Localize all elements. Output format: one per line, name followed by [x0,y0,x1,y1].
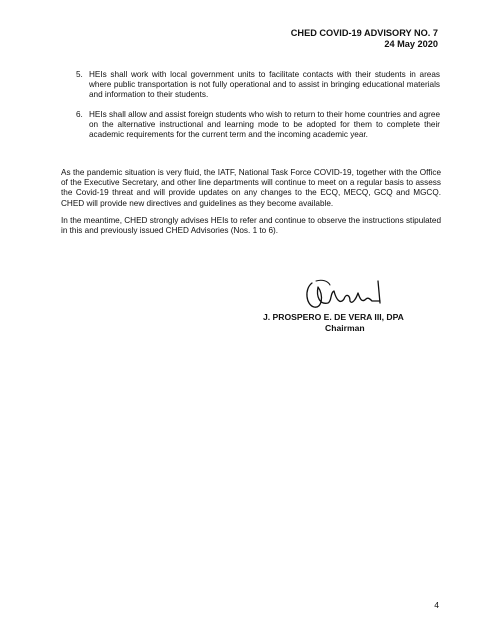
page-number: 4 [434,600,439,610]
signatory-title: Chairman [325,323,365,333]
list-item [76,70,440,101]
body-paragraph: As the pandemic situation is very fluid, the IATF, National Task Force COVID-19, together with the Office of the Executive Secretary, and other line departments will continue to meet on a regular basis to assess the Covid-19 threat and will provide updates on any changes to the ECQ, MECQ, GCQ and MGCQ. CHED will provide new directives and guidelines as they become available. [61,168,441,208]
list-item [76,110,440,141]
advisory-date: 24 May 2020 [384,39,438,49]
handwritten-signature [300,275,390,315]
signature-scribble [300,275,390,315]
advisory-title: CHED COVID-19 ADVISORY NO. 7 [290,28,438,38]
body-paragraph: In the meantime, CHED strongly advises HEIs to refer and continue to observe the instructions stipulated in this and previously issued CHED Advisories (Nos. 1 to 6). [61,216,441,236]
signatory-name: J. PROSPERO E. DE VERA III, DPA [263,312,404,322]
numbered-list [76,70,440,149]
list-item-text: HEIs shall allow and assist foreign students who wish to return to their home countries and agree on the alternative instructional and learning mode to be adopted for them to complete their academic requirements for the current term and the incoming academic year. [89,109,440,140]
advisory-header [291,28,438,50]
list-item-text: HEIs shall work with local government units to facilitate contacts with their students in areas where public transportation is not fully operational and to assist in bringing educational materials and information to their students. [89,70,440,100]
list-item-number: 5. [76,70,83,79]
list-item-number: 6. [76,109,83,119]
